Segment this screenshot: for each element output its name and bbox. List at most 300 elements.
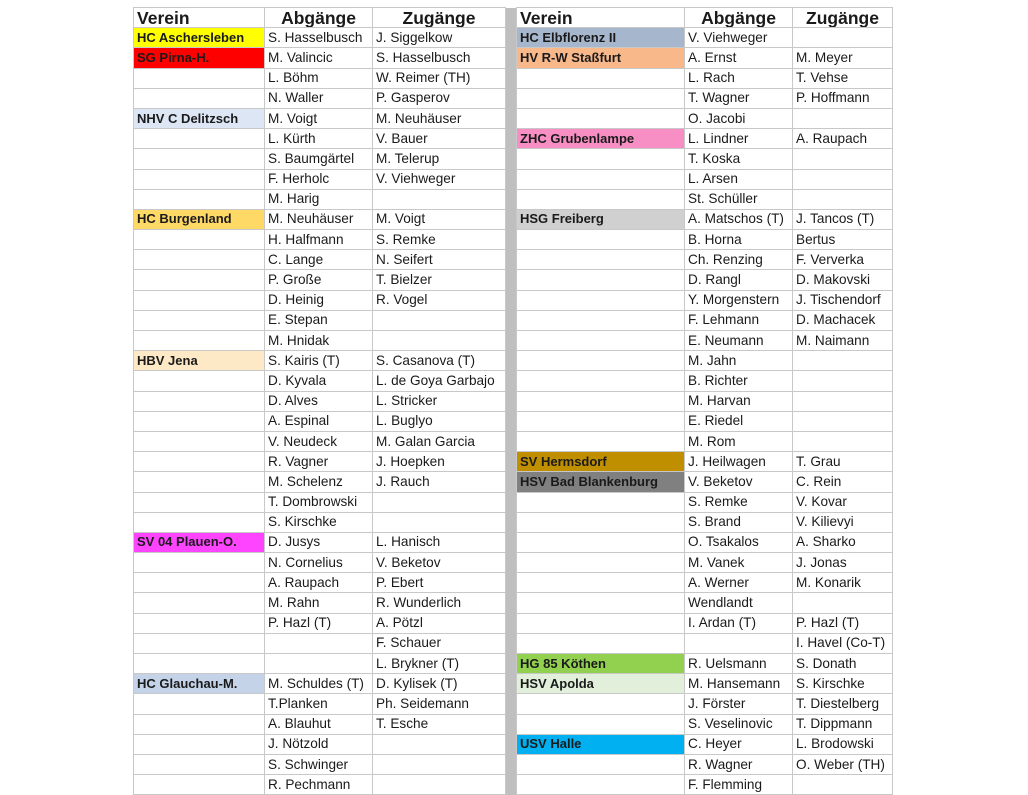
arrival-cell	[793, 431, 893, 451]
arrival-cell: M. Voigt	[373, 209, 506, 229]
club-cell-empty	[517, 290, 685, 310]
arrival-cell	[793, 391, 893, 411]
arrival-cell	[793, 411, 893, 431]
arrival-cell	[373, 512, 506, 532]
arrival-cell	[373, 331, 506, 351]
arrival-cell: V. Bauer	[373, 129, 506, 149]
club-name: HSV Bad Blankenburg	[517, 472, 685, 492]
club-cell-empty	[134, 431, 265, 451]
club-cell-empty	[517, 613, 685, 633]
club-cell-empty	[134, 331, 265, 351]
arrival-cell	[373, 492, 506, 512]
column-separator	[506, 674, 517, 694]
departure-cell: M. Jahn	[685, 351, 793, 371]
club-cell-empty	[517, 492, 685, 512]
arrival-cell: N. Seifert	[373, 250, 506, 270]
club-cell-empty	[134, 169, 265, 189]
departure-cell: F. Lehmann	[685, 310, 793, 330]
arrival-cell	[373, 734, 506, 754]
arrival-cell: L. Buglyo	[373, 411, 506, 431]
arrival-cell	[373, 310, 506, 330]
departure-cell: R. Vagner	[265, 452, 373, 472]
departure-cell: T. Wagner	[685, 88, 793, 108]
departure-cell: R. Pechmann	[265, 775, 373, 795]
header-row	[134, 8, 893, 28]
departure-cell: C. Lange	[265, 250, 373, 270]
arrival-cell: P. Hoffmann	[793, 88, 893, 108]
arrival-cell: D. Kylisek (T)	[373, 674, 506, 694]
table-row	[134, 88, 893, 108]
departure-cell: V. Beketov	[685, 472, 793, 492]
departure-cell: D. Rangl	[685, 270, 793, 290]
departure-cell: V. Neudeck	[265, 431, 373, 451]
club-name: SG Pirna-H.	[134, 48, 265, 68]
arrival-cell: R. Wunderlich	[373, 593, 506, 613]
arrival-cell: D. Makovski	[793, 270, 893, 290]
departure-cell: L. Kürth	[265, 129, 373, 149]
table-row	[134, 654, 893, 674]
club-cell-empty	[517, 431, 685, 451]
departure-cell: T. Dombrowski	[265, 492, 373, 512]
arrival-cell: J. Tancos (T)	[793, 209, 893, 229]
column-separator	[506, 452, 517, 472]
club-cell-empty	[517, 694, 685, 714]
column-separator	[506, 593, 517, 613]
departure-cell: S. Hasselbusch	[265, 28, 373, 48]
table-row	[134, 532, 893, 552]
column-separator	[506, 734, 517, 754]
departure-cell: J. Nötzold	[265, 734, 373, 754]
departure-cell: I. Ardan (T)	[685, 613, 793, 633]
departure-cell: M. Harvan	[685, 391, 793, 411]
club-cell-empty	[134, 694, 265, 714]
header-zugaenge-left: Zugänge	[373, 8, 506, 28]
table-row	[134, 775, 893, 795]
column-separator	[506, 472, 517, 492]
arrival-cell: T. Grau	[793, 452, 893, 472]
arrival-cell: T. Bielzer	[373, 270, 506, 290]
column-separator	[506, 48, 517, 68]
table-row	[134, 452, 893, 472]
club-name: HC Elbflorenz II	[517, 28, 685, 48]
table-row	[134, 573, 893, 593]
arrival-cell	[793, 189, 893, 209]
arrival-cell: V. Viehweger	[373, 169, 506, 189]
arrival-cell: A. Sharko	[793, 532, 893, 552]
arrival-cell	[793, 371, 893, 391]
departure-cell: D. Heinig	[265, 290, 373, 310]
column-separator	[506, 129, 517, 149]
departure-cell: J. Förster	[685, 694, 793, 714]
arrival-cell: P. Hazl (T)	[793, 613, 893, 633]
departure-cell: E. Stepan	[265, 310, 373, 330]
club-cell-empty	[134, 290, 265, 310]
departure-cell: B. Horna	[685, 230, 793, 250]
table-row	[134, 331, 893, 351]
club-name: SV Hermsdorf	[517, 452, 685, 472]
column-separator	[506, 351, 517, 371]
departure-cell: S. Kairis (T)	[265, 351, 373, 371]
table-row	[134, 391, 893, 411]
departure-cell: N. Cornelius	[265, 553, 373, 573]
arrival-cell: L. Brykner (T)	[373, 654, 506, 674]
arrival-cell: S. Remke	[373, 230, 506, 250]
departure-cell: D. Alves	[265, 391, 373, 411]
arrival-cell: I. Havel (Co-T)	[793, 633, 893, 653]
arrival-cell: L. Brodowski	[793, 734, 893, 754]
column-separator	[506, 149, 517, 169]
departure-cell: L. Böhm	[265, 68, 373, 88]
club-cell-empty	[517, 270, 685, 290]
table-row	[134, 472, 893, 492]
table-row	[134, 431, 893, 451]
club-name: HC Glauchau-M.	[134, 674, 265, 694]
column-separator	[506, 391, 517, 411]
club-cell-empty	[517, 169, 685, 189]
table-row	[134, 270, 893, 290]
departure-cell: R. Uelsmann	[685, 654, 793, 674]
column-separator	[506, 754, 517, 774]
club-cell-empty	[517, 775, 685, 795]
table-row	[134, 694, 893, 714]
club-cell-empty	[134, 734, 265, 754]
club-cell-empty	[517, 371, 685, 391]
club-cell-empty	[134, 593, 265, 613]
departure-cell: M. Hnidak	[265, 331, 373, 351]
arrival-cell: L. de Goya Garbajo	[373, 371, 506, 391]
arrival-cell: T. Dippmann	[793, 714, 893, 734]
arrival-cell: J. Siggelkow	[373, 28, 506, 48]
departure-cell: E. Neumann	[685, 331, 793, 351]
arrival-cell: A. Pötzl	[373, 613, 506, 633]
club-name: HC Aschersleben	[134, 28, 265, 48]
departure-cell: Y. Morgenstern	[685, 290, 793, 310]
arrival-cell: V. Beketov	[373, 553, 506, 573]
column-separator	[506, 371, 517, 391]
table-row	[134, 230, 893, 250]
table-row	[134, 169, 893, 189]
departure-cell: S. Remke	[685, 492, 793, 512]
table-row	[134, 149, 893, 169]
column-separator	[506, 431, 517, 451]
departure-cell: E. Riedel	[685, 411, 793, 431]
arrival-cell: P. Ebert	[373, 573, 506, 593]
departure-cell: L. Lindner	[685, 129, 793, 149]
departure-cell: J. Heilwagen	[685, 452, 793, 472]
club-cell-empty	[517, 108, 685, 128]
arrival-cell: M. Neuhäuser	[373, 108, 506, 128]
column-separator	[506, 512, 517, 532]
club-name: HG 85 Köthen	[517, 654, 685, 674]
table-row	[134, 754, 893, 774]
column-separator	[506, 68, 517, 88]
club-cell-empty	[134, 88, 265, 108]
departure-cell: P. Große	[265, 270, 373, 290]
club-cell-empty	[134, 371, 265, 391]
departure-cell: L. Arsen	[685, 169, 793, 189]
departure-cell: D. Jusys	[265, 532, 373, 552]
arrival-cell: J. Jonas	[793, 553, 893, 573]
club-name: ZHC Grubenlampe	[517, 129, 685, 149]
column-separator	[506, 8, 517, 28]
header-abgaenge-left: Abgänge	[265, 8, 373, 28]
club-cell-empty	[134, 129, 265, 149]
header-zugaenge-right: Zugänge	[793, 8, 893, 28]
club-cell-empty	[134, 775, 265, 795]
arrival-cell: C. Rein	[793, 472, 893, 492]
table-row	[134, 553, 893, 573]
club-cell-empty	[134, 189, 265, 209]
departure-cell: Ch. Renzing	[685, 250, 793, 270]
column-separator	[506, 775, 517, 795]
departure-cell: P. Hazl (T)	[265, 613, 373, 633]
departure-cell	[265, 633, 373, 653]
arrival-cell: M. Galan Garcia	[373, 431, 506, 451]
departure-cell: A. Raupach	[265, 573, 373, 593]
arrival-cell: F. Ververka	[793, 250, 893, 270]
departure-cell: N. Waller	[265, 88, 373, 108]
table-row	[134, 68, 893, 88]
arrival-cell: S. Kirschke	[793, 674, 893, 694]
departure-cell: M. Valincic	[265, 48, 373, 68]
club-cell-empty	[517, 149, 685, 169]
table-row	[134, 593, 893, 613]
club-cell-empty	[134, 553, 265, 573]
club-name: HV R-W Staßfurt	[517, 48, 685, 68]
arrival-cell: P. Gasperov	[373, 88, 506, 108]
departure-cell: O. Tsakalos	[685, 532, 793, 552]
arrival-cell: Ph. Seidemann	[373, 694, 506, 714]
column-separator	[506, 633, 517, 653]
header-verein-left: Verein	[134, 8, 265, 28]
club-cell-empty	[134, 411, 265, 431]
departure-cell: L. Rach	[685, 68, 793, 88]
club-name: HBV Jena	[134, 351, 265, 371]
departure-cell: A. Werner	[685, 573, 793, 593]
table-row	[134, 209, 893, 229]
departure-cell: M. Rahn	[265, 593, 373, 613]
departure-cell: S. Brand	[685, 512, 793, 532]
arrival-cell: J. Hoepken	[373, 452, 506, 472]
club-cell-empty	[517, 714, 685, 734]
club-cell-empty	[134, 613, 265, 633]
table-row	[134, 48, 893, 68]
arrival-cell: S. Casanova (T)	[373, 351, 506, 371]
arrival-cell	[793, 149, 893, 169]
column-separator	[506, 189, 517, 209]
departure-cell: M. Harig	[265, 189, 373, 209]
arrival-cell: L. Stricker	[373, 391, 506, 411]
departure-cell: M. Neuhäuser	[265, 209, 373, 229]
departure-cell: A. Matschos (T)	[685, 209, 793, 229]
table-row	[134, 250, 893, 270]
column-separator	[506, 250, 517, 270]
table-row	[134, 108, 893, 128]
arrival-cell: V. Kilievyi	[793, 512, 893, 532]
arrival-cell: V. Kovar	[793, 492, 893, 512]
table-row	[134, 28, 893, 48]
column-separator	[506, 613, 517, 633]
arrival-cell	[793, 108, 893, 128]
arrival-cell	[373, 754, 506, 774]
column-separator	[506, 492, 517, 512]
arrival-cell: M. Telerup	[373, 149, 506, 169]
departure-cell: Wendlandt	[685, 593, 793, 613]
departure-cell: F. Flemming	[685, 775, 793, 795]
departure-cell	[685, 633, 793, 653]
column-separator	[506, 270, 517, 290]
departure-cell: M. Voigt	[265, 108, 373, 128]
club-name: USV Halle	[517, 734, 685, 754]
column-separator	[506, 573, 517, 593]
column-separator	[506, 411, 517, 431]
departure-cell: R. Wagner	[685, 754, 793, 774]
club-cell-empty	[134, 250, 265, 270]
arrival-cell: T. Diestelberg	[793, 694, 893, 714]
header-verein-right: Verein	[517, 8, 685, 28]
column-separator	[506, 209, 517, 229]
departure-cell: St. Schüller	[685, 189, 793, 209]
table-row	[134, 371, 893, 391]
club-cell-empty	[517, 189, 685, 209]
departure-cell: O. Jacobi	[685, 108, 793, 128]
club-cell-empty	[517, 633, 685, 653]
club-cell-empty	[517, 351, 685, 371]
departure-cell: S. Baumgärtel	[265, 149, 373, 169]
departure-cell: S. Schwinger	[265, 754, 373, 774]
club-cell-empty	[517, 512, 685, 532]
arrival-cell	[793, 351, 893, 371]
table-row	[134, 129, 893, 149]
departure-cell: M. Schelenz	[265, 472, 373, 492]
departure-cell: C. Heyer	[685, 734, 793, 754]
column-separator	[506, 290, 517, 310]
club-cell-empty	[134, 391, 265, 411]
arrival-cell	[373, 775, 506, 795]
table-row	[134, 714, 893, 734]
column-separator	[506, 230, 517, 250]
club-cell-empty	[517, 68, 685, 88]
table-row	[134, 633, 893, 653]
column-separator	[506, 169, 517, 189]
club-cell-empty	[517, 532, 685, 552]
column-separator	[506, 553, 517, 573]
club-cell-empty	[517, 391, 685, 411]
arrival-cell	[793, 775, 893, 795]
departure-cell	[265, 654, 373, 674]
club-name: HC Burgenland	[134, 209, 265, 229]
club-cell-empty	[134, 452, 265, 472]
club-name: HSG Freiberg	[517, 209, 685, 229]
arrival-cell	[793, 169, 893, 189]
club-cell-empty	[517, 553, 685, 573]
club-cell-empty	[134, 472, 265, 492]
arrival-cell: S. Hasselbusch	[373, 48, 506, 68]
departure-cell: V. Viehweger	[685, 28, 793, 48]
arrival-cell: T. Vehse	[793, 68, 893, 88]
departure-cell: S. Veselinovic	[685, 714, 793, 734]
table-row	[134, 492, 893, 512]
arrival-cell: J. Rauch	[373, 472, 506, 492]
club-cell-empty	[134, 633, 265, 653]
arrival-cell: A. Raupach	[793, 129, 893, 149]
arrival-cell: R. Vogel	[373, 290, 506, 310]
club-cell-empty	[134, 512, 265, 532]
club-cell-empty	[134, 754, 265, 774]
header-abgaenge-right: Abgänge	[685, 8, 793, 28]
departure-cell: D. Kyvala	[265, 371, 373, 391]
club-name: HSV Apolda	[517, 674, 685, 694]
arrival-cell: D. Machacek	[793, 310, 893, 330]
table-row	[134, 734, 893, 754]
departure-cell: S. Kirschke	[265, 512, 373, 532]
departure-cell: M. Vanek	[685, 553, 793, 573]
arrival-cell	[793, 593, 893, 613]
arrival-cell: M. Meyer	[793, 48, 893, 68]
club-cell-empty	[134, 68, 265, 88]
column-separator	[506, 331, 517, 351]
arrival-cell: W. Reimer (TH)	[373, 68, 506, 88]
column-separator	[506, 654, 517, 674]
club-cell-empty	[134, 573, 265, 593]
arrival-cell: F. Schauer	[373, 633, 506, 653]
club-cell-empty	[517, 593, 685, 613]
arrival-cell: M. Naimann	[793, 331, 893, 351]
club-cell-empty	[134, 230, 265, 250]
club-name: NHV C Delitzsch	[134, 108, 265, 128]
column-separator	[506, 108, 517, 128]
club-name: SV 04 Plauen-O.	[134, 532, 265, 552]
club-cell-empty	[134, 270, 265, 290]
column-separator	[506, 532, 517, 552]
departure-cell: H. Halfmann	[265, 230, 373, 250]
arrival-cell: L. Hanisch	[373, 532, 506, 552]
departure-cell: M. Schuldes (T)	[265, 674, 373, 694]
club-cell-empty	[517, 230, 685, 250]
column-separator	[506, 694, 517, 714]
club-cell-empty	[517, 754, 685, 774]
departure-cell: F. Herholc	[265, 169, 373, 189]
departure-cell: A. Blauhut	[265, 714, 373, 734]
table-row	[134, 189, 893, 209]
departure-cell: T. Koska	[685, 149, 793, 169]
club-cell-empty	[134, 714, 265, 734]
club-cell-empty	[517, 250, 685, 270]
club-cell-empty	[134, 310, 265, 330]
arrival-cell: M. Konarik	[793, 573, 893, 593]
arrival-cell	[793, 28, 893, 48]
column-separator	[506, 714, 517, 734]
club-cell-empty	[517, 331, 685, 351]
transfer-table	[133, 7, 893, 795]
club-cell-empty	[517, 310, 685, 330]
arrival-cell	[373, 189, 506, 209]
club-cell-empty	[134, 654, 265, 674]
departure-cell: T.Planken	[265, 694, 373, 714]
arrival-cell: Bertus	[793, 230, 893, 250]
table-row	[134, 310, 893, 330]
departure-cell: A. Espinal	[265, 411, 373, 431]
column-separator	[506, 310, 517, 330]
club-cell-empty	[517, 88, 685, 108]
column-separator	[506, 28, 517, 48]
club-cell-empty	[134, 492, 265, 512]
column-separator	[506, 88, 517, 108]
club-cell-empty	[517, 411, 685, 431]
arrival-cell: O. Weber (TH)	[793, 754, 893, 774]
arrival-cell: J. Tischendorf	[793, 290, 893, 310]
departure-cell: A. Ernst	[685, 48, 793, 68]
